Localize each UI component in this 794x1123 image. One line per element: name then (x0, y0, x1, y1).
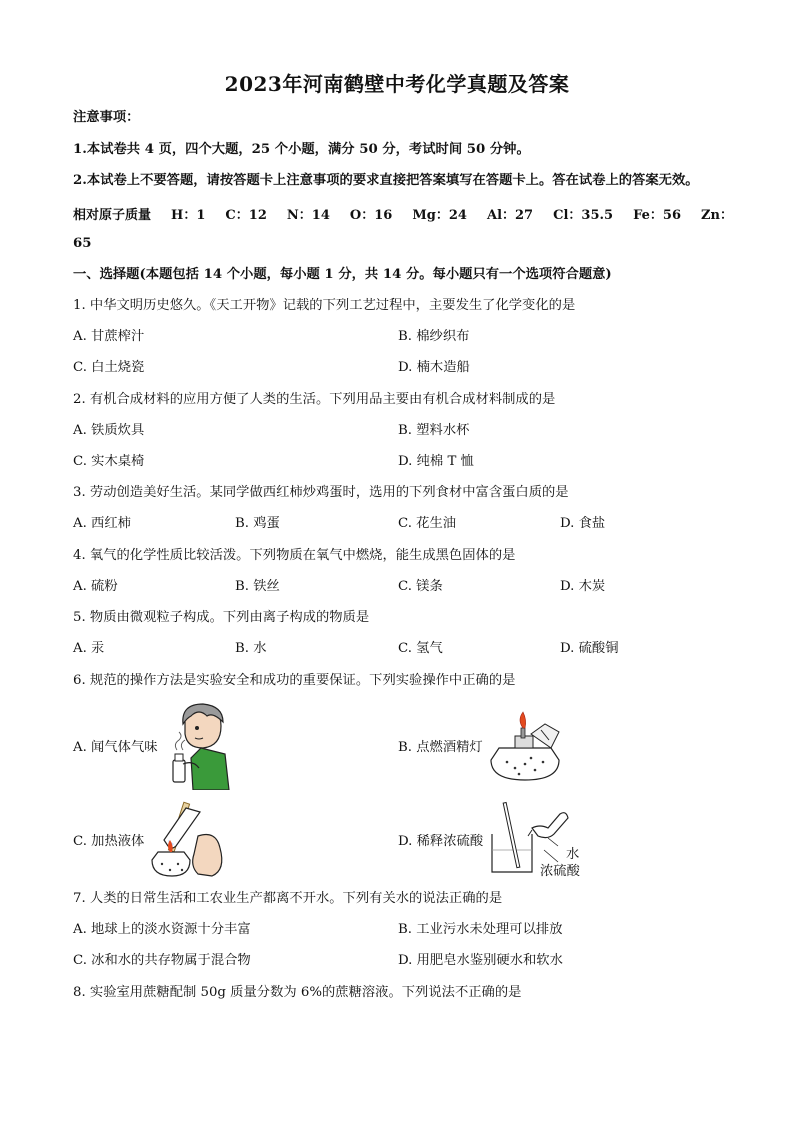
atomic-mass-c: C：12 (225, 208, 267, 223)
q6-option-a: A. 闻气体气味 (73, 740, 158, 755)
notice-item-2: 2.本试卷上不要答题，请按答题卡上注意事项的要求直接把答案填写在答题卡上。答在试卷上的答案无效。 (73, 173, 699, 188)
q1-option-c: C. 白土烧瓷 (73, 360, 145, 375)
atomic-mass-row (73, 204, 733, 223)
water-label: 水 (566, 847, 580, 862)
q6-option-c: C. 加热液体 (73, 834, 145, 849)
q4-option-d: D. 木炭 (560, 579, 606, 594)
atomic-mass-label: 相对原子质量 (73, 208, 152, 223)
atomic-mass-al: Al：27 (486, 208, 534, 223)
question-2-stem: 2. 有机合成材料的应用方便了人类的生活。下列用品主要由有机合成材料制成的是 (73, 392, 556, 407)
atomic-mass-cl: Cl：35.5 (553, 208, 614, 223)
q6-option-b: B. 点燃酒精灯 (398, 740, 483, 755)
atomic-mass-mg: Mg：24 (412, 208, 467, 223)
q5-option-a: A. 汞 (73, 641, 105, 656)
q4-option-c: C. 镁条 (398, 579, 443, 594)
q7-option-c: C. 冰和水的共存物属于混合物 (73, 953, 251, 968)
q6-option-d: D. 稀释浓硫酸 (398, 834, 484, 849)
q5-option-b: B. 水 (235, 641, 267, 656)
q2-option-a: A. 铁质炊具 (73, 423, 145, 438)
question-5-stem: 5. 物质由微观粒子构成。下列由离子构成的物质是 (73, 610, 370, 625)
question-3-stem: 3. 劳动创造美好生活。某同学做西红柿炒鸡蛋时，选用的下列食材中富含蛋白质的是 (73, 485, 569, 500)
notice-item-1: 1.本试卷共 4 页，四个大题，25 个小题，满分 50 分，考试时间 50 分钟。 (73, 142, 530, 157)
q7-option-b: B. 工业污水未处理可以排放 (398, 922, 563, 937)
q7-option-d: D. 用肥皂水鉴别硬水和软水 (398, 953, 563, 968)
q3-option-b: B. 鸡蛋 (235, 516, 280, 531)
atomic-mass-h: H：1 (171, 208, 206, 223)
question-4-stem: 4. 氧气的化学性质比较活泼。下列物质在氧气中燃烧，能生成黑色固体的是 (73, 548, 516, 563)
q3-option-d: D. 食盐 (560, 516, 606, 531)
page-title: 2023年河南鹤壁中考化学真题及答案 (224, 72, 570, 96)
section-heading: 一、选择题(本题包括 14 个小题，每小题 1 分，共 14 分。每小题只有一个选项符合题意) (73, 267, 612, 282)
q2-option-b: B. 塑料水杯 (398, 423, 470, 438)
q1-option-b: B. 棉纱织布 (398, 329, 470, 344)
question-8-stem: 8. 实验室用蔗糖配制 50g 质量分数为 6%的蔗糖溶液。下列说法不正确的是 (73, 985, 522, 1000)
q1-option-d: D. 楠木造船 (398, 360, 470, 375)
atomic-mass-n: N：14 (286, 208, 330, 223)
question-6-stem: 6. 规范的操作方法是实验安全和成功的重要保证。下列实验操作中正确的是 (73, 673, 516, 688)
q2-option-d: D. 纯棉 T 恤 (398, 454, 474, 469)
q7-option-a: A. 地球上的淡水资源十分丰富 (73, 922, 251, 937)
atomic-mass-o: O：16 (349, 208, 393, 223)
lighting-alcohol-lamp-illustration (487, 710, 563, 782)
q1-option-a: A. 甘蔗榨汁 (73, 329, 145, 344)
q3-option-a: A. 西红柿 (73, 516, 131, 531)
q2-option-c: C. 实木桌椅 (73, 454, 145, 469)
heating-liquid-illustration (146, 800, 228, 878)
atomic-mass-overflow: 65 (73, 236, 92, 251)
q5-option-c: C. 氢气 (398, 641, 443, 656)
q3-option-c: C. 花生油 (398, 516, 457, 531)
atomic-mass-fe: Fe：56 (633, 208, 682, 223)
q5-option-d: D. 硫酸铜 (560, 641, 619, 656)
q4-option-b: B. 铁丝 (235, 579, 280, 594)
smelling-gas-illustration (163, 702, 233, 790)
notice-heading: 注意事项： (73, 110, 140, 125)
q4-option-a: A. 硫粉 (73, 579, 118, 594)
question-7-stem: 7. 人类的日常生活和工农业生产都离不开水。下列有关水的说法正确的是 (73, 891, 503, 906)
question-1-stem: 1. 中华文明历史悠久。《天工开物》记载的下列工艺过程中，主要发生了化学变化的是 (73, 298, 576, 313)
acid-label: 浓硫酸 (540, 864, 580, 879)
atomic-mass-zn: Zn： (701, 208, 733, 223)
